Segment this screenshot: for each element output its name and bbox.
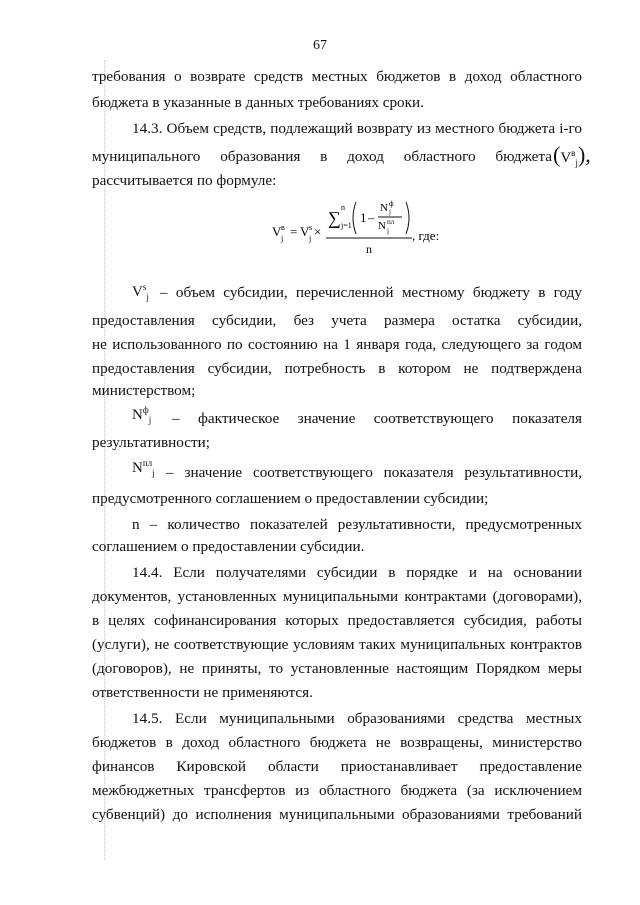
svg-text:, где:: , где: <box>412 228 440 243</box>
svg-text:1: 1 <box>360 210 367 225</box>
text-line: предоставления субсидии, без учета размера остатка субсидии, <box>92 312 582 329</box>
inline-formula-npl: $N^{пл}_j$ <box>132 458 155 478</box>
svg-text:n: n <box>366 242 372 256</box>
text-line: межбюджетных трансфертов из областного бюджета (за исключением <box>92 782 582 799</box>
svg-text:j: j <box>281 234 284 243</box>
svg-text:×: × <box>314 224 322 239</box>
text-line: – значение соответствующего показателя результативности, <box>166 464 582 481</box>
svg-text:∑: ∑ <box>328 208 341 228</box>
bracket-left: ( <box>553 142 561 167</box>
svg-text:s: s <box>309 223 313 232</box>
text-line: – объем субсидии, перечисленной местному бюджету в году <box>160 284 582 301</box>
svg-text:N: N <box>378 220 386 232</box>
svg-text:пл: пл <box>387 218 395 226</box>
svg-text:ф: ф <box>389 200 394 208</box>
svg-text:j: j <box>387 227 389 235</box>
svg-text:–: – <box>368 210 375 225</box>
text-line: рассчитывается по формуле: <box>92 172 277 189</box>
inline-formula-vs: $V^s_j$ <box>132 282 149 302</box>
svg-text:N: N <box>380 202 388 214</box>
svg-text:n: n <box>341 203 345 212</box>
text-line: министерством; <box>92 382 196 399</box>
text-line: (услуги), не соответствующие условиям таких муниципальных контрактов <box>92 636 582 653</box>
text-line: бюджетов в доход областного бюджета не возвращены, министерство <box>92 734 582 751</box>
text-line: требования о возврате средств местных бюджетов в доход областного <box>92 68 582 85</box>
text-line: соглашением о предоставлении субсидии. <box>92 538 365 555</box>
text-line: 14.4. Если получателями субсидии в порядке и на основании <box>132 564 582 581</box>
text-line: не использованного по состоянию на 1 января года, следующего за годом <box>92 336 582 353</box>
text-line: предусмотренного соглашением о предоставлении субсидии; <box>92 490 489 507</box>
svg-text:V: V <box>300 224 310 239</box>
text-line: предоставления субсидии, потребность в котором не подтверждена <box>92 360 582 377</box>
svg-text:в: в <box>281 223 285 232</box>
svg-text:V: V <box>272 224 282 239</box>
text-line: 14.5. Если муниципальными образованиями средства местных <box>132 710 582 727</box>
svg-text:j: j <box>309 234 312 243</box>
svg-text:j=1: j=1 <box>341 221 352 230</box>
text-line: ответственности не применяются. <box>92 684 313 701</box>
text-line: бюджета в указанные в данных требованиях сроки. <box>92 94 424 111</box>
text-line: результативности; <box>92 434 210 451</box>
text-line: в целях софинансирования которых предоставляется субсидия, работы <box>92 612 582 629</box>
text-line: 14.3. Объем средств, подлежащий возврату из местного бюджета i-го <box>132 120 582 137</box>
inline-formula-vbj: $(V^в_j)$, <box>553 142 591 168</box>
text-line: финансов Кировской области приостанавливает предоставление <box>92 758 582 775</box>
page-number: 67 <box>313 38 327 53</box>
text-line: муниципального образования в доход областного бюджета <box>92 148 552 165</box>
text-line: – фактическое значение соответствующего показателя <box>172 410 582 427</box>
text-line: (договоров), не приняты, то установленные настоящим Порядком меры <box>92 660 582 677</box>
svg-text:j: j <box>389 208 391 216</box>
text-line: документов, установленных муниципальными контрактами (договорами), <box>92 588 582 605</box>
bracket-right: ), <box>577 142 591 167</box>
text-line: субвенций) до исполнения муниципальными образованиями требований <box>92 806 582 823</box>
formula <box>270 196 450 260</box>
text-line: n – количество показателей результативности, предусмотренных <box>132 516 582 533</box>
inline-formula-nf: $N^ф_j$ <box>132 405 152 425</box>
formula-graphic <box>270 196 450 260</box>
svg-text:=: = <box>290 224 298 239</box>
